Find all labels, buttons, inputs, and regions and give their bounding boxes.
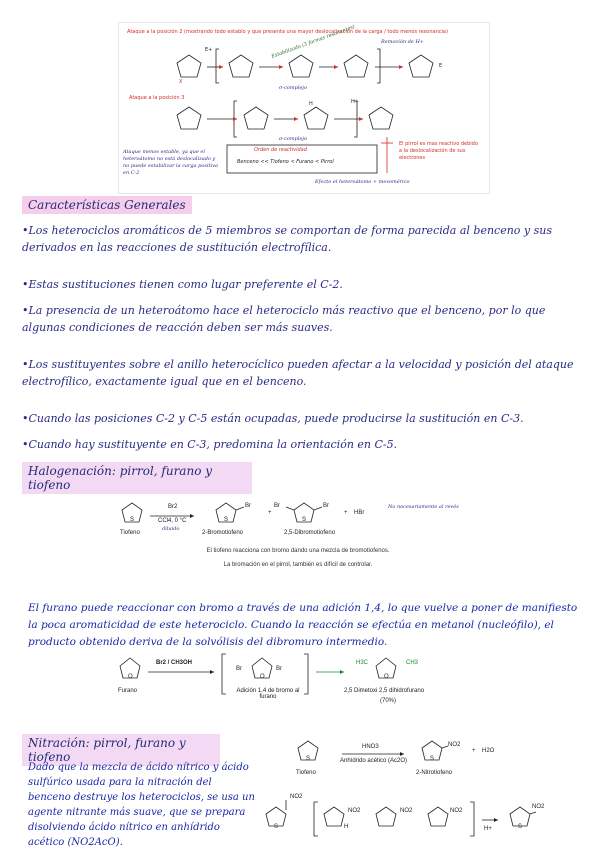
section-title-general: Características Generales [22, 196, 192, 214]
product1-name: 2-Bromotiofeno [202, 530, 244, 536]
plus-2: + [344, 510, 348, 516]
nitration-structures [292, 736, 512, 776]
caption-2: La bromación en el pirrol, también es difícil de controlar. [223, 562, 373, 568]
plus-1: + [268, 510, 272, 516]
ch3-label: CH3 [406, 660, 419, 666]
caption-1: El tiofeno reacciona con bromo dando una mezcla de bromotiofenos. [206, 548, 390, 554]
mech-no2-final: NO2 [532, 804, 545, 810]
h-plus-label: H+ [351, 99, 359, 105]
furan-structures [112, 650, 492, 710]
h-label: H [309, 101, 313, 107]
right-note: El pirrol es mas reactivo debido a la deslocalización de sus electrones [399, 141, 478, 161]
adduct-br-left: Br [236, 666, 242, 672]
mech-h-1: H [344, 824, 349, 830]
furan-scheme [112, 650, 492, 720]
nitration-paragraph: Dado que la mezcla de ácido nítrico y ácido sulfúrico usada para la nitración del benceno destruye los heterociclos, se usa un agente nitrante más suave, que se prepara disolviendo ácido nítrico en anhídrido acético (NO2AcO). [28, 762, 255, 848]
mech-no2-4: NO2 [450, 808, 463, 814]
nitration-thiophene-name: Tiofeno [296, 770, 316, 776]
nitration-mechanism-structures [260, 790, 550, 840]
product1-s: S [224, 517, 229, 523]
section-title-nitration: Nitración: pirrol, furano y tiofeno [22, 734, 220, 766]
furan-paragraph: El furano puede reaccionar con bromo a través de una adición 1,4, lo que vuelve a poner de manifiesto la poca aromaticidad de este heterociclo. Cuando la reacción se efectúa en metanol (nucleófilo), el producto obtenido deriva de la solvólisis del dibromuro intermedio. [28, 602, 578, 648]
product2-br-left: Br [274, 503, 280, 509]
hno3: HNO3 [362, 744, 379, 750]
mech-h-plus: H+ [484, 826, 492, 832]
furan-o: O [128, 674, 133, 680]
e-plus-label: E+ [205, 47, 213, 53]
mech-s-final: S [518, 824, 523, 830]
mech-no2-3: NO2 [400, 808, 413, 814]
sigma-label-2: σ-complejo [279, 136, 307, 142]
yield: (70%) [380, 698, 397, 704]
nitration-scheme [292, 736, 512, 786]
bullet-5: •Cuando las posiciones C-2 y C-5 están ocupadas, puede producirse la sustitución en C-3. [22, 412, 524, 425]
arrow-note: Estabilizado (3 formas resonantes) [270, 24, 356, 60]
bullet-6: •Cuando hay sustituyente en C-3, predomina la orientación en C-5. [22, 438, 398, 451]
section-title-halogenation: Halogenación: pirrol, furano y tiofeno [22, 462, 252, 494]
thiophene-name: Tiofeno [120, 530, 140, 536]
attack-c2-title: Ataque a la posición 2 (mostrando todo establo y que presenta una mayor deslocalización de la carga / todo menos resonancia) [127, 29, 448, 35]
dimethoxy-name: 2,5 Dimetoxi 2,5 dihidrofurano [344, 688, 425, 694]
side-note: No necesariamente al revés [388, 504, 459, 510]
adduct-o: O [260, 674, 265, 680]
bullet-2: •Estas sustituciones tienen como lugar preferente el C-2. [22, 278, 343, 291]
order-text: Benceno << Tiofeno < Furano < Pirrol [237, 159, 334, 165]
nitro-no2: NO2 [448, 742, 461, 748]
reagent-conditions: CCl4, 0 °C [158, 518, 187, 524]
thiophene-s: S [130, 517, 135, 523]
adduct-name: Adición 1,4 de bromo al furano [236, 688, 300, 700]
left-note: Ataque menos estable, ya que el heteroátomo no está deslocalizado y no puede estabilizar la carga positiva en C-2 [123, 149, 218, 176]
reagent-note: diluido [162, 526, 180, 532]
hbr: HBr [354, 510, 365, 516]
product1-br: Br [245, 503, 251, 509]
mech-no2-2: NO2 [348, 808, 361, 814]
nitro-s: S [430, 756, 435, 762]
attack-c3-title: Ataque a la posición 3 [129, 95, 185, 101]
product2-br-right: Br [323, 503, 329, 509]
product2-name: 2,5-Dibromotiofeno [284, 530, 336, 536]
bullet-1: •Los heterociclos aromáticos de 5 miembros se comportan de forma parecida al benceno y sus derivados en las reacciones de sustitución electrofílica. [22, 224, 553, 254]
nitration-mechanism [260, 790, 550, 840]
nitration-plus: + [472, 748, 476, 754]
bottom-note: Efecto el heteroátomo + mesomérico [315, 179, 410, 185]
bullet-4: •Los sustituyentes sobre el anillo heterocíclico pueden afectar a la velocidad y posición del ataque electrofílico, exactamente igual que en el benceno. [22, 358, 574, 388]
order-title: Orden de reactividad [254, 147, 307, 153]
nitration-thiophene-s: S [306, 756, 311, 762]
mech-s-1: S [274, 824, 279, 830]
sigma-label-1: σ-complejo [279, 85, 307, 91]
mechanism-figure [118, 22, 490, 194]
furan-name: Furano [118, 688, 138, 694]
product2-s: S [302, 517, 307, 523]
x-label: X [179, 79, 183, 85]
adduct-br-right: Br [276, 666, 282, 672]
bromination-scheme [118, 496, 478, 578]
furan-reagent: Br2 / CH3OH [156, 660, 193, 666]
h3c-label: H3C [356, 660, 369, 666]
e-label: E [439, 63, 443, 69]
anhydride: Anhídrido acético (Ac2O) [340, 758, 408, 764]
bullet-3: •La presencia de un heteroátomo hace el heterociclo más reactivo que el benceno, por lo que algunas condiciones de reacción deben ser más suaves. [22, 304, 546, 334]
mech-no2-1: NO2 [290, 794, 303, 800]
reagent-br2: Br2 [168, 504, 178, 510]
water: H2O [482, 748, 495, 754]
dimethoxy-o: O [384, 674, 389, 680]
removal-note: Remoción de H+ [381, 39, 424, 45]
nitration-product-name: 2-Nitrotiofeno [416, 770, 453, 776]
